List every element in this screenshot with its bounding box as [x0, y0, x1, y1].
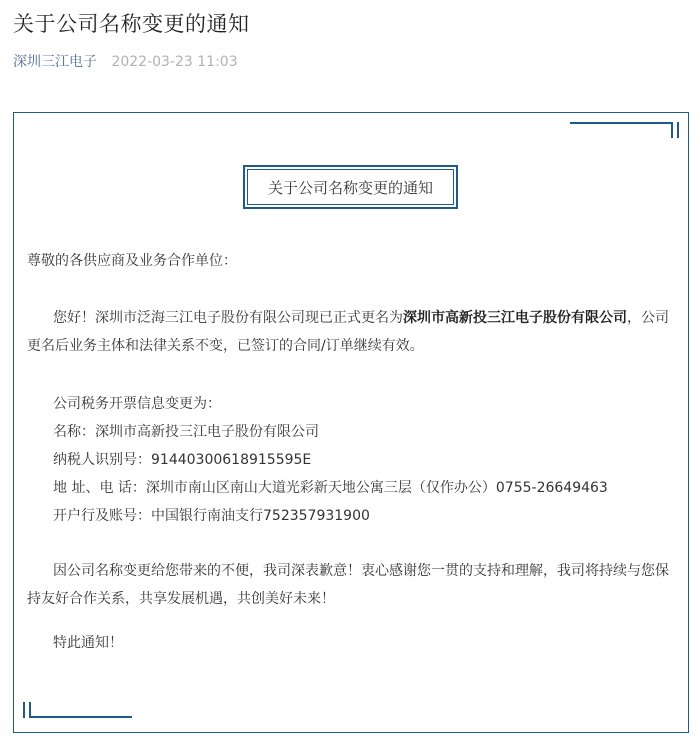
tax-info-heading: 公司税务开票信息变更为：	[53, 396, 221, 412]
corner-decoration-top-right	[570, 122, 671, 124]
tax-info-line-address: 地 址、电 话：深圳市南山区南山大道光彩新天地公寓三层（仅作办公）0755-26649463	[53, 480, 608, 496]
paragraph-name-change-suffix: ，公司更名后业务主体和法律关系不变，已签订的合同/订单继续有效。	[27, 310, 669, 354]
tax-info-line-name: 名称：深圳市高新投三江电子股份有限公司	[53, 424, 319, 440]
paragraph-name-change-prefix: 您好！深圳市泛海三江电子股份有限公司现已正式更名为	[53, 310, 403, 326]
salutation: 尊敬的各供应商及业务合作单位：	[27, 253, 237, 269]
paragraph-name-change	[27, 304, 675, 360]
paragraph-apology: 因公司名称变更给您带来的不便，我司深表歉意！衷心感谢您一贯的支持和理解，我司将持续与您保持友好合作关系，共享发展机遇，共创美好未来！	[27, 563, 669, 607]
corner-decoration-top-right-bar	[677, 122, 679, 138]
new-company-name: 深圳市高新投三江电子股份有限公司	[403, 310, 627, 326]
corner-decoration-top-right-bar	[671, 122, 673, 138]
publish-time: 2022-03-23 11:03	[111, 54, 238, 70]
notice-title-box	[243, 165, 458, 209]
notice-title: 关于公司名称变更的通知	[247, 169, 454, 205]
article-title: 关于公司名称变更的通知	[13, 12, 250, 36]
author-link[interactable]: 深圳三江电子	[13, 54, 97, 70]
tax-info-line-tax-id: 纳税人识别号：91440300618915595E	[53, 452, 312, 468]
closing: 特此通知！	[53, 635, 123, 651]
corner-decoration-bottom-left	[31, 716, 132, 718]
corner-decoration-bottom-left-bar	[29, 702, 31, 718]
tax-info-line-bank: 开户行及账号：中国银行南油支行752357931900	[53, 508, 370, 524]
corner-decoration-bottom-left-bar	[23, 702, 25, 718]
article-meta	[13, 51, 238, 71]
